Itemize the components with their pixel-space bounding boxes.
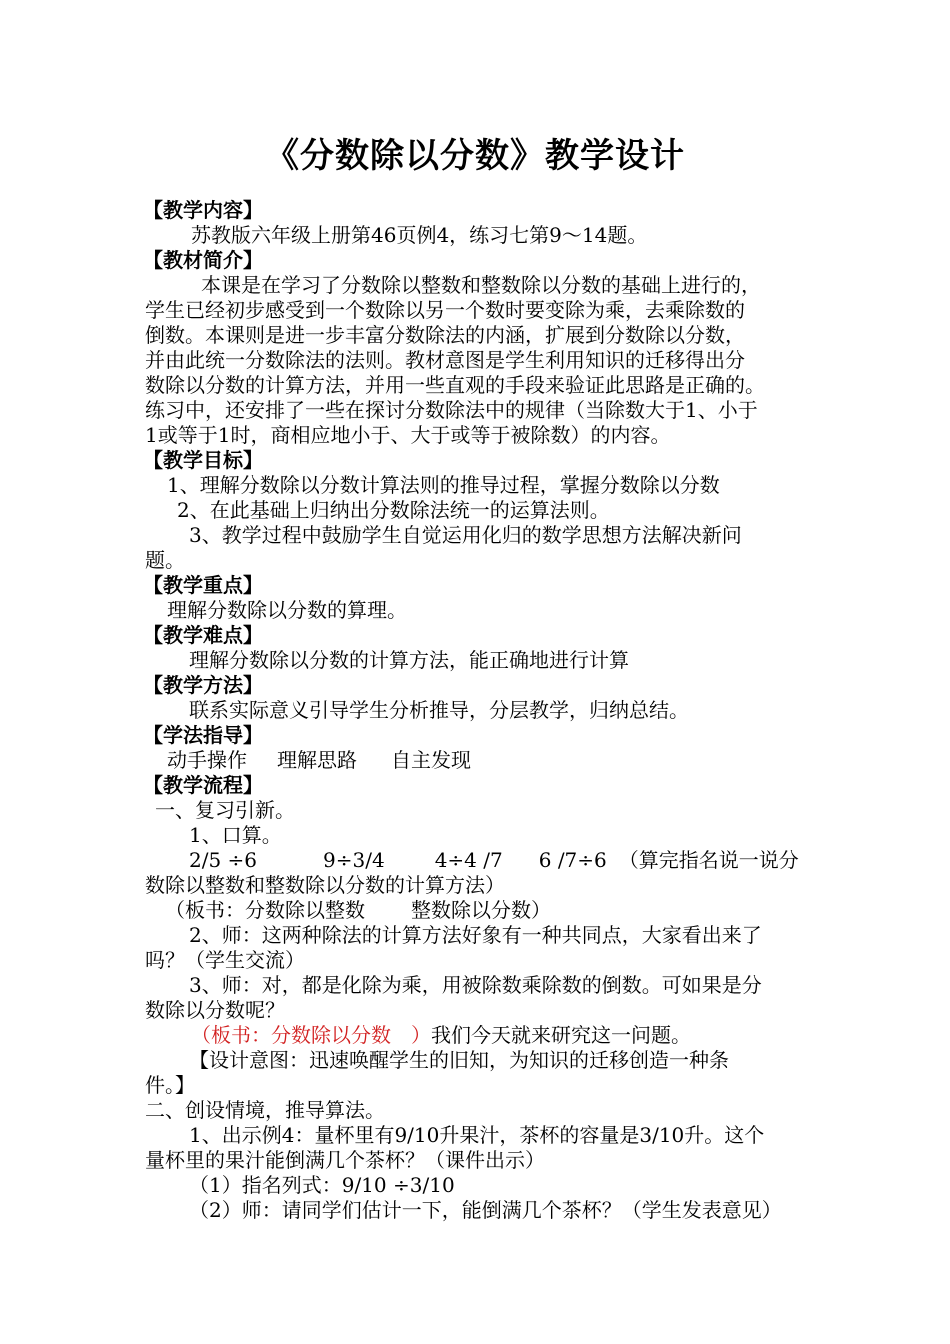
intro-line: 学生已经初步感受到一个数除以另一个数时要变除为乘，去乘除数的 <box>145 298 745 322</box>
calc-item: 2/5 ÷6 <box>189 848 258 872</box>
teacher-step-2-cont: 吗？（学生交流） <box>145 948 305 972</box>
teacher-step-3: 3、师：对，都是化除为乘，用被除数乘除数的倒数。可如果是分 <box>189 973 762 997</box>
goal-item-1: 1、理解分数除以分数计算法则的推导过程，掌握分数除以分数 <box>167 473 720 497</box>
section-heading-study: 【学法指导】 <box>143 723 263 747</box>
study-item: 动手操作 <box>167 748 247 772</box>
example-sub-1: （1）指名列式：9/10 ÷3/10 <box>189 1173 455 1197</box>
key-text: 理解分数除以分数的算理。 <box>167 598 407 622</box>
goal-item-3: 3、教学过程中鼓励学生自觉运用化归的数学思想方法解决新问 <box>189 523 742 547</box>
method-text: 联系实际意义引导学生分析推导，分层教学，归纳总结。 <box>189 698 689 722</box>
board-highlight: （板书：分数除以分数 ） <box>191 1023 431 1047</box>
calc-note: （算完指名说一说分 <box>618 848 799 872</box>
section-heading-goals: 【教学目标】 <box>143 448 263 472</box>
intro-line: 本课是在学习了分数除以整数和整数除以分数的基础上进行的， <box>201 273 761 297</box>
section-heading-content: 【教学内容】 <box>143 198 263 222</box>
section-heading-method: 【教学方法】 <box>143 673 263 697</box>
example-sub-2: （2）师：请同学们估计一下，能倒满几个茶杯？（学生发表意见） <box>189 1198 782 1222</box>
intro-line: 数除以分数的计算方法，并用一些直观的手段来验证此思路是正确的。 <box>145 373 765 397</box>
board-highlight-after: 我们今天就来研究这一问题。 <box>431 1023 691 1047</box>
mental-calc-row <box>145 848 813 873</box>
flow-step-2: 二、创设情境，推导算法。 <box>145 1098 385 1122</box>
board-note-part: （板书：分数除以整数 <box>165 898 365 922</box>
board-highlight-row <box>145 1023 813 1048</box>
page-title: 《分数除以分数》教学设计 <box>265 136 685 176</box>
board-note-part: 整数除以分数） <box>411 898 551 922</box>
flow-step-1-1: 1、口算。 <box>189 823 282 847</box>
intro-line: 练习中，还安排了一些在探讨分数除法中的规律（当除数大于1、小于 <box>145 398 758 422</box>
calc-item: 9÷3/4 <box>323 848 385 872</box>
flow-step-1: 一、复习引新。 <box>155 798 295 822</box>
document-body <box>145 198 813 1223</box>
calc-note-cont: 数除以整数和整数除以分数的计算方法） <box>145 873 505 897</box>
section-heading-intro: 【教材简介】 <box>143 248 263 272</box>
intro-line: 1或等于1时，商相应地小于、大于或等于被除数）的内容。 <box>145 423 671 447</box>
teacher-step-3-cont: 数除以分数呢？ <box>145 998 285 1022</box>
intro-line: 并由此统一分数除法的法则。教材意图是学生利用知识的迁移得出分 <box>145 348 745 372</box>
calc-item: 4÷4 /7 <box>434 848 503 872</box>
study-item: 自主发现 <box>391 748 471 772</box>
board-note <box>145 898 813 923</box>
teacher-step-2: 2、师：这两种除法的计算方法好象有一种共同点，大家看出来了 <box>189 923 762 947</box>
goal-item-2: 2、在此基础上归纳出分数除法统一的运算法则。 <box>177 498 610 522</box>
study-item: 理解思路 <box>277 748 357 772</box>
content-text: 苏教版六年级上册第46页例4，练习七第9～14题。 <box>191 223 648 247</box>
section-heading-flow: 【教学流程】 <box>143 773 263 797</box>
difficulty-text: 理解分数除以分数的计算方法，能正确地进行计算 <box>189 648 629 672</box>
study-methods <box>145 748 813 773</box>
example-step: 1、出示例4：量杯里有9/10升果汁，茶杯的容量是3/10升。这个 <box>189 1123 765 1147</box>
section-heading-difficulty: 【教学难点】 <box>143 623 263 647</box>
intro-line: 倒数。本课则是进一步丰富分数除法的内涵，扩展到分数除以分数， <box>145 323 745 347</box>
goal-item-3-cont: 题。 <box>145 548 185 572</box>
design-intent: 【设计意图：迅速唤醒学生的旧知，为知识的迁移创造一种条 <box>189 1048 729 1072</box>
design-intent-cont: 件。】 <box>145 1073 195 1097</box>
calc-item: 6 /7÷6 <box>538 848 607 872</box>
example-step-cont: 量杯里的果汁能倒满几个茶杯？（课件出示） <box>145 1148 545 1172</box>
section-heading-key: 【教学重点】 <box>143 573 263 597</box>
